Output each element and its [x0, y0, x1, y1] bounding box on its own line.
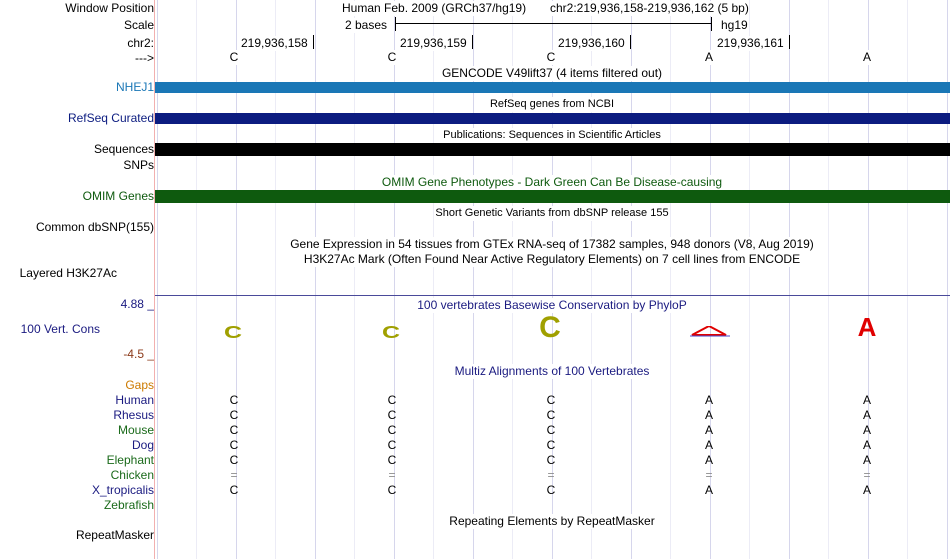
reference-base: A: [860, 50, 874, 65]
aligned-base: C: [229, 438, 239, 452]
aligned-base: C: [387, 408, 397, 422]
logo-letter: C: [223, 321, 243, 339]
label-window-position: Window Position: [65, 1, 154, 15]
aligned-base: C: [387, 393, 397, 407]
label-species-zebrafish[interactable]: Zebrafish: [103, 498, 154, 512]
label-species-x-tropicalis[interactable]: X_tropicalis: [91, 483, 154, 497]
logo-letter: A: [857, 315, 877, 339]
conservation-top-line: [155, 295, 950, 296]
label-species-rhesus[interactable]: Rhesus: [113, 408, 154, 422]
aligned-base: C: [229, 483, 239, 497]
conservation-logo-base[interactable]: [845, 315, 889, 339]
logo-letter-shape: [692, 326, 726, 335]
aligned-base: C: [387, 438, 397, 452]
aligned-base: A: [704, 423, 713, 437]
nhej1-gene-bar[interactable]: [155, 82, 950, 93]
scale-bar: [395, 23, 712, 24]
label-scale: Scale: [123, 18, 154, 32]
label-strand-arrow[interactable]: --->: [135, 51, 154, 65]
aligned-base: C: [229, 393, 239, 407]
aligned-base: A: [862, 438, 871, 452]
multiz-track-title: Multiz Alignments of 100 Vertebrates: [454, 364, 650, 378]
track-data-area[interactable]: [155, 0, 950, 559]
dbsnp-track-title: Short Genetic Variants from dbSNP release 155: [435, 207, 669, 219]
aligned-base: A: [862, 453, 871, 467]
aligned-base: C: [546, 438, 556, 452]
aligned-base: C: [229, 423, 239, 437]
position-range: chr2:219,936,158-219,936,162 (5 bp): [550, 1, 749, 15]
coordinate-tick: [313, 35, 314, 49]
logo-letter: C: [539, 312, 561, 339]
label-gaps[interactable]: Gaps: [125, 378, 154, 392]
conservation-logo-base[interactable]: [528, 312, 572, 339]
label-sequences[interactable]: Sequences: [93, 142, 154, 156]
reference-base: C: [544, 50, 558, 65]
aligned-base: C: [387, 423, 397, 437]
scale-bar-left-tick: [395, 17, 396, 31]
conservation-logo-base[interactable]: [369, 319, 413, 339]
label-cons-max: 4.88 _: [120, 297, 154, 311]
logo-letter: C: [381, 321, 401, 339]
conservation-logo-base[interactable]: [211, 319, 255, 339]
coordinate-tick: [789, 35, 790, 49]
label-species-dog[interactable]: Dog: [131, 438, 154, 452]
publications-track-title: Publications: Sequences in Scientific Articles: [443, 129, 661, 141]
omim-track-title: OMIM Gene Phenotypes - Dark Green Can Be Disease-causing: [381, 175, 723, 189]
coordinate-label: 219,936,161: [717, 36, 784, 50]
label-species-elephant[interactable]: Elephant: [106, 453, 154, 467]
label-species-mouse[interactable]: Mouse: [117, 423, 154, 437]
aligned-base: A: [862, 483, 871, 497]
aligned-base: C: [546, 483, 556, 497]
label-refseq-curated[interactable]: RefSeq Curated: [67, 111, 154, 125]
aligned-base: =: [388, 468, 396, 482]
assembly-title: Human Feb. 2009 (GRCh37/hg19): [342, 1, 527, 15]
aligned-base: A: [862, 393, 871, 407]
aligned-base: A: [862, 408, 871, 422]
aligned-base: A: [704, 453, 713, 467]
aligned-base: C: [546, 453, 556, 467]
label-snps[interactable]: SNPs: [123, 158, 154, 172]
coordinate-label: 219,936,158: [241, 36, 308, 50]
aligned-base: =: [547, 468, 555, 482]
label-species-human[interactable]: Human: [115, 393, 154, 407]
aligned-base: C: [229, 453, 239, 467]
aligned-base: C: [546, 408, 556, 422]
label-common-dbsnp[interactable]: Common dbSNP(155): [35, 220, 154, 234]
coordinate-tick: [472, 35, 473, 49]
gtex-track-title: Gene Expression in 54 tissues from GTEx RNA-seq of 17382 samples, 948 donors (V8, Aug 2019): [290, 237, 814, 251]
coordinate-label: 219,936,160: [558, 36, 625, 50]
db-label: hg19: [721, 18, 748, 32]
h3k27ac-track-title: H3K27Ac Mark (Often Found Near Active Regulatory Elements) on 7 cell lines from ENCODE: [303, 252, 801, 266]
refseq-gene-bar[interactable]: [155, 113, 950, 124]
repeatmasker-track-title: Repeating Elements by RepeatMasker: [449, 514, 655, 528]
label-repeatmasker[interactable]: RepeatMasker: [75, 528, 154, 542]
phylop-track-title: 100 vertebrates Basewise Conservation by PhyloP: [417, 298, 687, 312]
aligned-base: =: [230, 468, 238, 482]
track-label-column: [0, 0, 154, 559]
refseq-track-title: RefSeq genes from NCBI: [489, 98, 615, 110]
aligned-base: A: [704, 483, 713, 497]
aligned-base: A: [862, 423, 871, 437]
label-omim-genes[interactable]: OMIM Genes: [82, 189, 154, 203]
aligned-base: A: [704, 408, 713, 422]
aligned-base: C: [387, 453, 397, 467]
aligned-base: C: [387, 483, 397, 497]
label-nhej1[interactable]: NHEJ1: [115, 80, 154, 94]
aligned-base: A: [704, 438, 713, 452]
label-chr: chr2:: [127, 36, 154, 50]
aligned-base: C: [229, 408, 239, 422]
omim-gene-bar[interactable]: [155, 190, 950, 203]
sequences-bar[interactable]: [155, 143, 950, 156]
gencode-track-title: GENCODE V49lift37 (4 items filtered out): [441, 66, 663, 80]
aligned-base: C: [546, 393, 556, 407]
aligned-base: =: [863, 468, 871, 482]
aligned-base: C: [546, 423, 556, 437]
aligned-base: =: [705, 468, 713, 482]
reference-base: C: [385, 50, 399, 65]
coordinate-tick: [630, 35, 631, 49]
coordinate-label: 219,936,159: [400, 36, 467, 50]
label-layered-h3k27ac[interactable]: Layered H3K27Ac: [19, 266, 117, 280]
aligned-base: A: [704, 393, 713, 407]
reference-base: C: [227, 50, 241, 65]
label-100-vert-cons[interactable]: 100 Vert. Cons: [20, 322, 100, 336]
label-cons-min: -4.5 _: [123, 347, 154, 361]
scale-label: 2 bases: [345, 18, 388, 32]
label-species-chicken[interactable]: Chicken: [110, 468, 154, 482]
reference-base: A: [702, 50, 716, 65]
conservation-logo-base[interactable]: [686, 326, 732, 338]
scale-bar-right-tick: [711, 17, 712, 31]
